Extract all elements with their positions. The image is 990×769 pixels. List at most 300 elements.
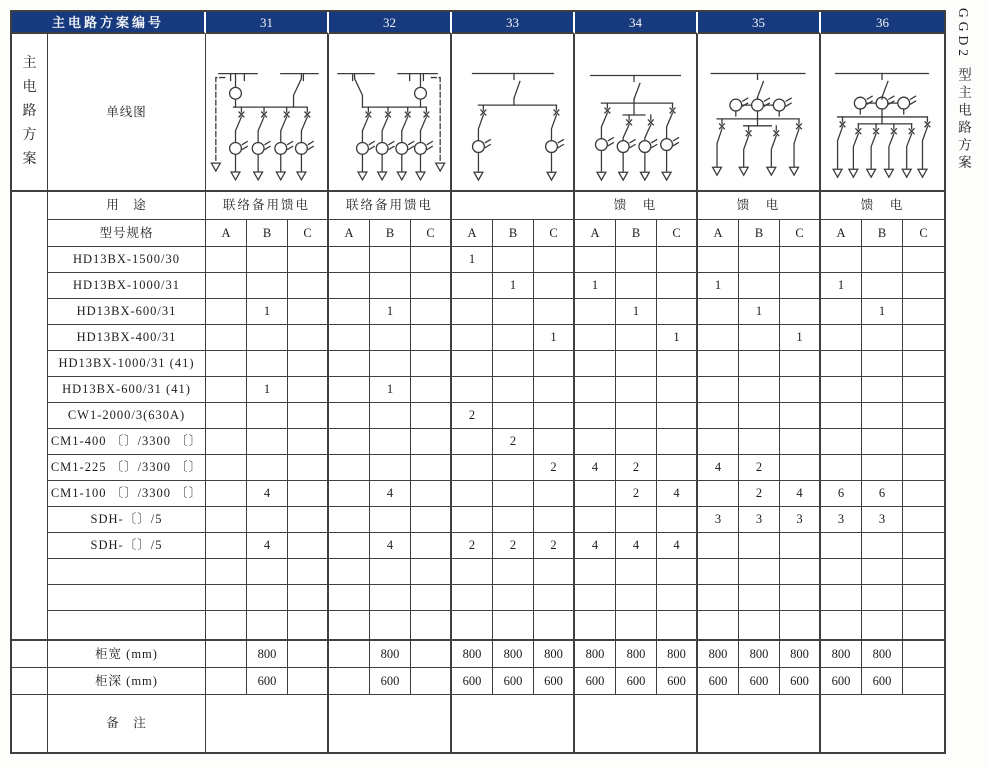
table-cell: 2 xyxy=(739,481,780,507)
table-cell xyxy=(616,351,657,377)
table-cell xyxy=(903,585,944,611)
table-cell xyxy=(411,611,452,641)
table-cell xyxy=(739,247,780,273)
table-cell xyxy=(247,429,288,455)
table-cell xyxy=(616,403,657,429)
table-cell xyxy=(903,377,944,403)
cabinet-depth-cell: 600 xyxy=(657,668,698,695)
cabinet-width-cell: 800 xyxy=(370,641,411,668)
table-corner-title: 主电路方案编号 xyxy=(12,12,206,34)
row-label xyxy=(48,611,206,641)
table-cell xyxy=(534,403,575,429)
table-cell xyxy=(903,559,944,585)
table-cell xyxy=(698,403,739,429)
table-cell xyxy=(288,429,329,455)
table-cell xyxy=(698,481,739,507)
table-cell xyxy=(862,429,903,455)
cabinet-depth-cell: 600 xyxy=(247,668,288,695)
table-cell xyxy=(411,325,452,351)
table-cell xyxy=(206,585,247,611)
table-cell xyxy=(575,559,616,585)
left-column-spacer xyxy=(12,192,48,641)
table-cell xyxy=(288,455,329,481)
table-cell: 1 xyxy=(821,273,862,299)
table-cell xyxy=(821,559,862,585)
table-cell xyxy=(247,585,288,611)
table-cell xyxy=(288,507,329,533)
table-cell xyxy=(329,325,370,351)
table-cell xyxy=(411,507,452,533)
table-cell xyxy=(452,585,493,611)
row-label: CM1-100 〔〕/3300 〔〕 xyxy=(48,481,206,507)
table-cell: 6 xyxy=(821,481,862,507)
cabinet-width-cell: 800 xyxy=(575,641,616,668)
table-cell xyxy=(657,611,698,641)
table-cell xyxy=(370,585,411,611)
table-cell xyxy=(698,377,739,403)
table-cell xyxy=(821,611,862,641)
row-label xyxy=(48,585,206,611)
table-cell xyxy=(206,429,247,455)
table-cell xyxy=(411,273,452,299)
cabinet-width-cell: 800 xyxy=(493,641,534,668)
table-cell xyxy=(411,455,452,481)
table-cell xyxy=(288,377,329,403)
spec-subcolumn-header: A xyxy=(206,220,247,247)
table-cell xyxy=(329,273,370,299)
table-cell xyxy=(780,247,821,273)
single-line-diagram-36 xyxy=(821,34,944,190)
table-cell xyxy=(452,455,493,481)
table-cell: 4 xyxy=(698,455,739,481)
cabinet-depth-cell: 600 xyxy=(862,668,903,695)
row-label: HD13BX-600/31 (41) xyxy=(48,377,206,403)
table-cell: 2 xyxy=(452,403,493,429)
single-line-diagram-35 xyxy=(698,34,819,190)
table-cell xyxy=(739,611,780,641)
table-cell xyxy=(616,247,657,273)
table-cell xyxy=(575,481,616,507)
table-cell xyxy=(493,481,534,507)
diagram-cell-31 xyxy=(206,34,329,192)
table-cell xyxy=(698,247,739,273)
notes-cell-35 xyxy=(698,695,821,752)
table-cell xyxy=(370,507,411,533)
table-cell xyxy=(534,299,575,325)
table-cell xyxy=(247,403,288,429)
cabinet-width-cell: 800 xyxy=(862,641,903,668)
row-label: SDH-〔〕/5 xyxy=(48,507,206,533)
table-cell xyxy=(493,325,534,351)
table-cell xyxy=(288,559,329,585)
table-cell: 1 xyxy=(862,299,903,325)
table-cell xyxy=(657,273,698,299)
table-cell xyxy=(780,611,821,641)
table-cell xyxy=(657,299,698,325)
table-cell xyxy=(821,403,862,429)
table-cell xyxy=(288,481,329,507)
table-cell: 1 xyxy=(534,325,575,351)
table-cell: 3 xyxy=(780,507,821,533)
cabinet-depth-cell: 600 xyxy=(493,668,534,695)
diagram-row-label: 单线图 xyxy=(48,34,206,192)
spec-subcolumn-header: C xyxy=(903,220,944,247)
row-label xyxy=(48,559,206,585)
table-cell xyxy=(780,455,821,481)
table-cell xyxy=(780,273,821,299)
table-cell: 4 xyxy=(247,533,288,559)
single-line-diagram-33 xyxy=(452,34,573,190)
table-cell xyxy=(616,507,657,533)
cabinet-width-cell: 800 xyxy=(247,641,288,668)
table-cell xyxy=(247,351,288,377)
table-cell xyxy=(821,533,862,559)
table-cell xyxy=(862,273,903,299)
table-cell: 4 xyxy=(370,481,411,507)
table-cell xyxy=(247,325,288,351)
spec-subcolumn-header: B xyxy=(862,220,903,247)
table-cell xyxy=(288,585,329,611)
cabinet-depth-cell: 600 xyxy=(739,668,780,695)
table-cell xyxy=(534,273,575,299)
table-cell xyxy=(206,533,247,559)
table-cell xyxy=(903,455,944,481)
cabinet-depth-cell: 600 xyxy=(575,668,616,695)
table-cell xyxy=(288,351,329,377)
usage-row-label: 用 途 xyxy=(48,192,206,220)
table-cell xyxy=(206,273,247,299)
main-circuit-scheme-table xyxy=(10,10,946,754)
scheme-number-header-35: 35 xyxy=(698,12,821,34)
table-cell xyxy=(903,325,944,351)
table-cell xyxy=(739,325,780,351)
row-label: CM1-400 〔〕/3300 〔〕 xyxy=(48,429,206,455)
cabinet-width-cell xyxy=(903,641,944,668)
table-cell: 1 xyxy=(493,273,534,299)
table-cell xyxy=(493,585,534,611)
cabinet-depth-cell xyxy=(411,668,452,695)
table-cell: 4 xyxy=(575,533,616,559)
cabinet-width-cell: 800 xyxy=(534,641,575,668)
table-cell xyxy=(288,611,329,641)
table-cell xyxy=(288,403,329,429)
spec-subcolumn-header: B xyxy=(247,220,288,247)
table-cell xyxy=(411,481,452,507)
table-cell xyxy=(493,351,534,377)
table-cell xyxy=(247,455,288,481)
table-cell xyxy=(862,585,903,611)
scheme-number-header-33: 33 xyxy=(452,12,575,34)
table-cell xyxy=(780,377,821,403)
table-cell: 2 xyxy=(493,533,534,559)
table-cell xyxy=(452,611,493,641)
table-cell xyxy=(370,351,411,377)
usage-cell-32: 联络备用馈电 xyxy=(329,192,452,220)
table-cell xyxy=(493,559,534,585)
table-cell xyxy=(657,403,698,429)
table-cell: 1 xyxy=(739,299,780,325)
cabinet-width-cell xyxy=(206,641,247,668)
table-cell xyxy=(575,325,616,351)
table-cell xyxy=(821,351,862,377)
table-cell: 1 xyxy=(247,299,288,325)
table-cell xyxy=(534,247,575,273)
page-side-title: GGD2 型主电路方案 xyxy=(956,8,971,173)
table-cell xyxy=(329,429,370,455)
table-cell xyxy=(452,481,493,507)
spec-subcolumn-header: C xyxy=(288,220,329,247)
usage-cell-33 xyxy=(452,192,575,220)
cabinet-width-cell: 800 xyxy=(616,641,657,668)
table-cell: 3 xyxy=(739,507,780,533)
table-cell xyxy=(903,533,944,559)
table-cell xyxy=(452,507,493,533)
table-cell xyxy=(452,559,493,585)
table-cell xyxy=(370,325,411,351)
table-cell xyxy=(657,429,698,455)
table-cell xyxy=(206,247,247,273)
table-cell: 4 xyxy=(370,533,411,559)
table-cell xyxy=(903,481,944,507)
row-label: HD13BX-1500/30 xyxy=(48,247,206,273)
table-cell: 1 xyxy=(616,299,657,325)
table-cell xyxy=(739,429,780,455)
cabinet-width-cell: 800 xyxy=(821,641,862,668)
table-cell: 4 xyxy=(657,533,698,559)
table-cell xyxy=(206,611,247,641)
table-cell xyxy=(329,299,370,325)
table-cell: 6 xyxy=(862,481,903,507)
table-cell: 2 xyxy=(493,429,534,455)
table-cell xyxy=(657,247,698,273)
cabinet-depth-cell: 600 xyxy=(370,668,411,695)
table-cell xyxy=(411,351,452,377)
table-cell xyxy=(493,611,534,641)
spec-subcolumn-header: C xyxy=(411,220,452,247)
table-cell xyxy=(698,585,739,611)
table-cell xyxy=(411,559,452,585)
spec-subcolumn-header: A xyxy=(698,220,739,247)
table-cell xyxy=(247,507,288,533)
table-cell: 1 xyxy=(247,377,288,403)
table-cell: 1 xyxy=(780,325,821,351)
usage-cell-35: 馈 电 xyxy=(698,192,821,220)
table-cell xyxy=(698,325,739,351)
cabinet-depth-cell: 600 xyxy=(821,668,862,695)
table-cell xyxy=(288,325,329,351)
table-cell xyxy=(288,273,329,299)
table-cell xyxy=(206,351,247,377)
table-cell xyxy=(575,403,616,429)
usage-cell-31: 联络备用馈电 xyxy=(206,192,329,220)
table-cell xyxy=(903,611,944,641)
table-cell xyxy=(329,481,370,507)
table-cell xyxy=(411,403,452,429)
table-cell xyxy=(862,351,903,377)
table-cell xyxy=(206,403,247,429)
table-cell xyxy=(534,481,575,507)
table-cell xyxy=(657,585,698,611)
table-cell: 1 xyxy=(575,273,616,299)
table-cell xyxy=(493,247,534,273)
table-cell xyxy=(903,273,944,299)
cabinet-depth-cell xyxy=(329,668,370,695)
table-cell xyxy=(247,611,288,641)
table-cell xyxy=(452,429,493,455)
table-cell xyxy=(206,299,247,325)
left-spacer-cell xyxy=(12,695,48,752)
table-cell xyxy=(206,559,247,585)
scheme-number-header-32: 32 xyxy=(329,12,452,34)
table-cell xyxy=(411,429,452,455)
diagram-cell-34 xyxy=(575,34,698,192)
notes-cell-32 xyxy=(329,695,452,752)
cabinet-width-label: 柜宽 (mm) xyxy=(48,641,206,668)
scheme-number-header-34: 34 xyxy=(575,12,698,34)
table-cell xyxy=(370,455,411,481)
table-cell xyxy=(780,299,821,325)
row-label: HD13BX-600/31 xyxy=(48,299,206,325)
table-cell xyxy=(657,559,698,585)
cabinet-depth-cell: 600 xyxy=(780,668,821,695)
table-cell xyxy=(288,299,329,325)
table-cell xyxy=(862,533,903,559)
table-cell xyxy=(739,559,780,585)
table-cell xyxy=(288,533,329,559)
left-spacer-cell xyxy=(12,641,48,668)
table-cell xyxy=(370,559,411,585)
table-cell xyxy=(903,351,944,377)
spec-subcolumn-header: C xyxy=(657,220,698,247)
table-cell xyxy=(616,585,657,611)
table-cell xyxy=(780,429,821,455)
diagram-cell-35 xyxy=(698,34,821,192)
table-cell xyxy=(821,299,862,325)
table-cell xyxy=(534,429,575,455)
table-cell xyxy=(698,429,739,455)
spec-subcolumn-header: B xyxy=(616,220,657,247)
table-cell xyxy=(575,377,616,403)
table-cell xyxy=(862,611,903,641)
table-cell xyxy=(821,429,862,455)
table-cell xyxy=(903,429,944,455)
single-line-diagram-31 xyxy=(206,34,327,190)
table-cell xyxy=(616,429,657,455)
cabinet-depth-cell: 600 xyxy=(698,668,739,695)
table-cell xyxy=(903,403,944,429)
table-cell xyxy=(370,273,411,299)
table-cell: 2 xyxy=(616,455,657,481)
table-cell xyxy=(206,325,247,351)
notes-cell-36 xyxy=(821,695,944,752)
cabinet-depth-cell xyxy=(903,668,944,695)
cabinet-width-cell xyxy=(411,641,452,668)
table-cell xyxy=(329,533,370,559)
table-cell xyxy=(698,299,739,325)
table-cell: 1 xyxy=(657,325,698,351)
spec-subcolumn-header: C xyxy=(780,220,821,247)
table-cell xyxy=(862,247,903,273)
table-cell xyxy=(575,429,616,455)
diagram-cell-33 xyxy=(452,34,575,192)
table-cell xyxy=(903,299,944,325)
cabinet-width-cell xyxy=(329,641,370,668)
table-cell: 1 xyxy=(452,247,493,273)
spec-subcolumn-header: A xyxy=(452,220,493,247)
scheme-number-header-31: 31 xyxy=(206,12,329,34)
table-cell xyxy=(575,585,616,611)
table-cell xyxy=(657,455,698,481)
table-cell xyxy=(575,351,616,377)
table-cell xyxy=(452,299,493,325)
single-line-diagram-32 xyxy=(329,34,450,190)
row-label: CM1-225 〔〕/3300 〔〕 xyxy=(48,455,206,481)
table-cell xyxy=(657,377,698,403)
table-cell xyxy=(780,559,821,585)
row-label: CW1-2000/3(630A) xyxy=(48,403,206,429)
cabinet-depth-cell: 600 xyxy=(452,668,493,695)
table-cell xyxy=(329,247,370,273)
diagram-cell-32 xyxy=(329,34,452,192)
spec-subcolumn-header: B xyxy=(493,220,534,247)
table-cell xyxy=(206,455,247,481)
row-label: SDH-〔〕/5 xyxy=(48,533,206,559)
left-vertical-title xyxy=(12,34,48,192)
table-cell xyxy=(780,351,821,377)
cabinet-width-cell: 800 xyxy=(452,641,493,668)
table-cell xyxy=(247,273,288,299)
table-cell xyxy=(411,533,452,559)
table-cell xyxy=(657,507,698,533)
table-cell xyxy=(370,429,411,455)
table-cell xyxy=(206,377,247,403)
table-cell xyxy=(616,273,657,299)
table-cell xyxy=(493,299,534,325)
table-cell xyxy=(739,533,780,559)
cabinet-depth-label: 柜深 (mm) xyxy=(48,668,206,695)
table-cell xyxy=(534,585,575,611)
table-cell xyxy=(493,507,534,533)
table-cell xyxy=(411,377,452,403)
spec-subcolumn-header: A xyxy=(329,220,370,247)
table-cell: 2 xyxy=(616,481,657,507)
cabinet-width-cell: 800 xyxy=(657,641,698,668)
table-cell xyxy=(247,247,288,273)
usage-cell-34: 馈 电 xyxy=(575,192,698,220)
table-cell: 2 xyxy=(534,455,575,481)
table-cell xyxy=(411,585,452,611)
table-cell xyxy=(329,585,370,611)
table-cell xyxy=(616,325,657,351)
table-cell: 4 xyxy=(657,481,698,507)
table-cell xyxy=(903,507,944,533)
notes-cell-31 xyxy=(206,695,329,752)
diagram-cell-36 xyxy=(821,34,944,192)
table-cell: 2 xyxy=(739,455,780,481)
table-cell xyxy=(247,559,288,585)
table-cell xyxy=(329,455,370,481)
cabinet-depth-cell xyxy=(206,668,247,695)
table-cell xyxy=(698,559,739,585)
table-cell xyxy=(329,559,370,585)
table-cell xyxy=(452,273,493,299)
table-cell xyxy=(534,351,575,377)
cabinet-depth-cell: 600 xyxy=(534,668,575,695)
table-cell xyxy=(821,585,862,611)
table-cell xyxy=(329,403,370,429)
table-cell: 1 xyxy=(370,299,411,325)
table-cell: 4 xyxy=(616,533,657,559)
